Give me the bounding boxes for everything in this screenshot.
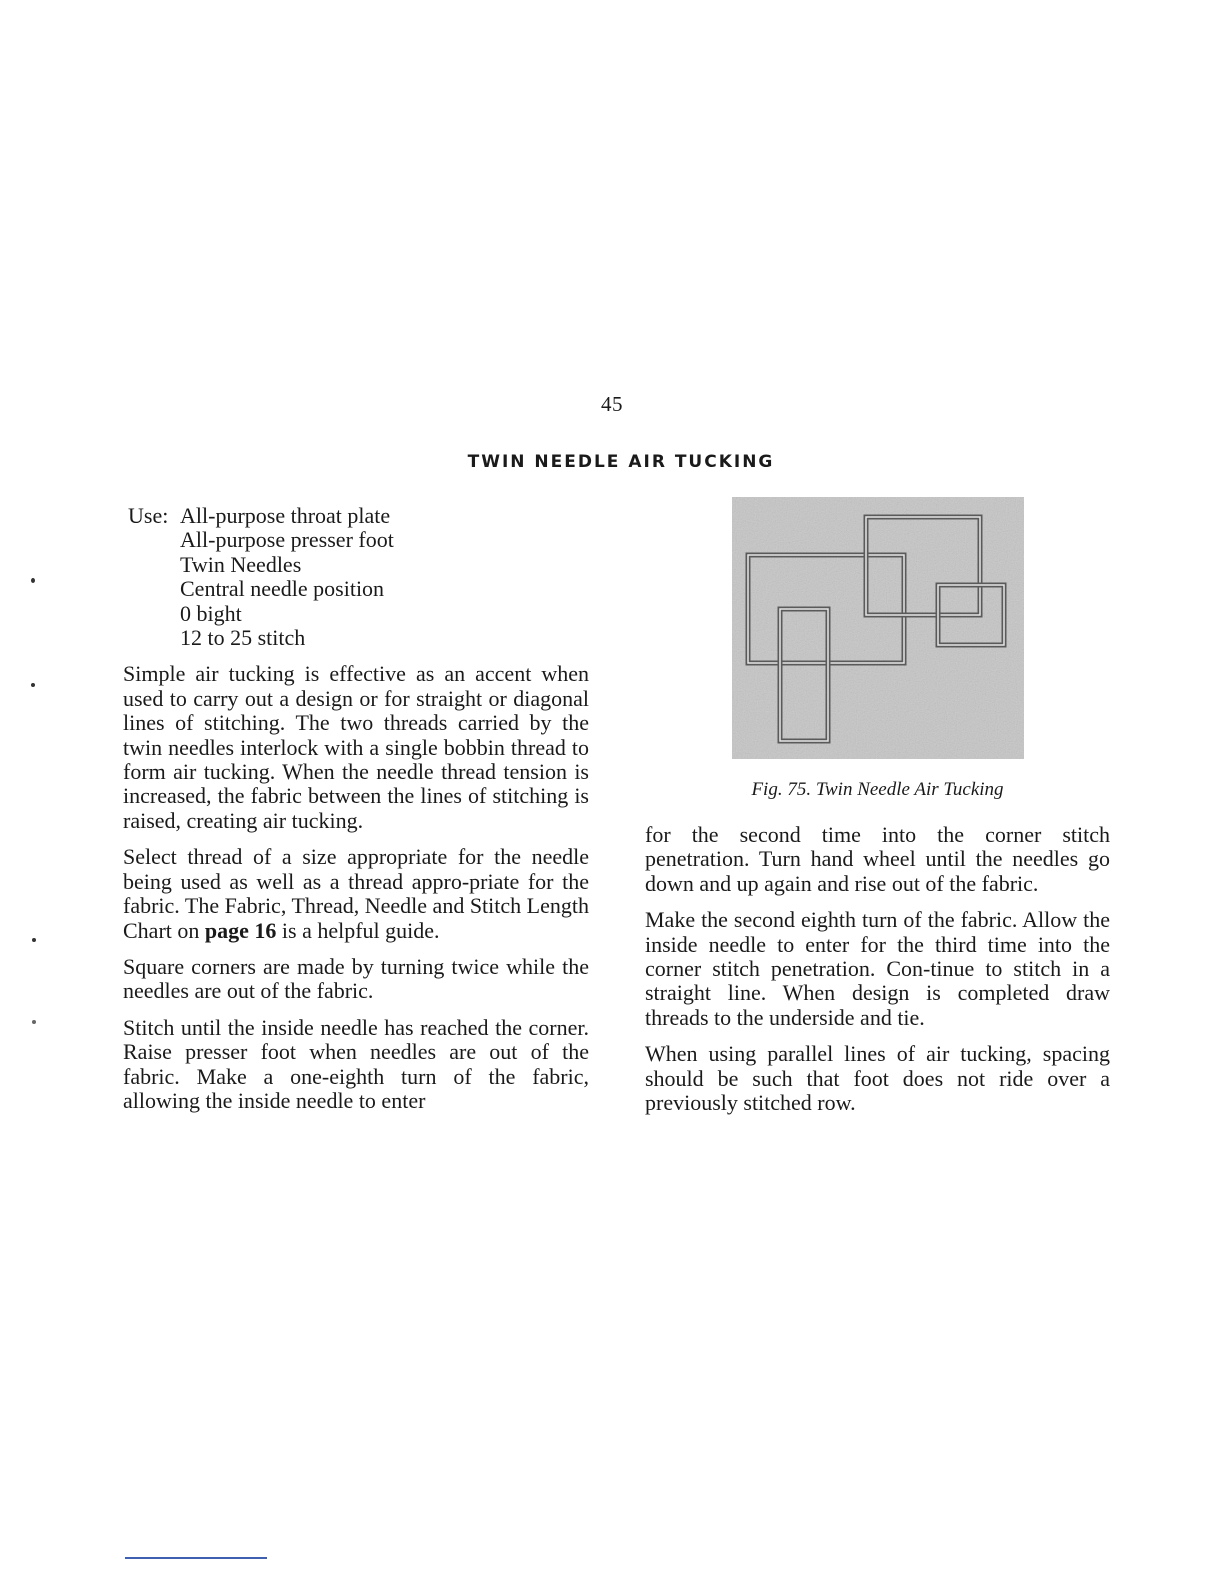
scan-speck [32,1020,36,1024]
use-list [123,504,589,650]
use-item: 12 to 25 stitch [180,625,306,651]
use-item: All-purpose presser foot [180,527,394,553]
use-item: 0 bight [180,600,242,626]
figure-caption: Fig. 75. Twin Needle Air Tucking [751,779,1004,800]
page-number: 45 [601,392,623,416]
page-title: TWIN NEEDLE AIR TUCKING [467,452,775,472]
scan-speck [32,938,36,942]
paragraph-stitch: Stitch until the inside needle has reached the corner. Raise presser foot when needles are out of the fabric. Make a one-eighth turn of the fabric, allowing the inside needle to enter [123,1014,589,1113]
footnote-rule [125,1557,267,1559]
right-column [645,823,1110,1127]
paragraph-intro: Simple air tucking is effective as an accent when used to carry out a design or for straight or diagonal lines of stitching. The two threads carried by the twin needles interlock with a single bobbin thread to form air tucking. When the needle thread tension is increased, the fabric between the lines of stitching is raised, creating air tucking. [123,661,589,833]
paragraph-thread [123,845,589,943]
use-block [123,504,589,650]
left-column [123,504,589,1125]
scan-speck [31,683,35,687]
paragraph-thread-text: Select thread of a size appropriate for the needle being used as well as a thread appro-priate for the fabric. The Fabric, Thread, Needle and Stitch Length Chart on [123,844,589,943]
use-item: All-purpose throat plate [180,503,391,528]
paragraph-parallel: When using parallel lines of air tucking, spacing should be such that foot does not ride over a previously stitched row. [645,1041,1110,1116]
use-item: Twin Needles [180,551,302,577]
paragraph-continue: for the second time into the corner stitch penetration. Turn hand wheel until the needles go down and up again and rise out of the fabric. [645,822,1110,896]
paragraph-second-turn: Make the second eighth turn of the fabric. Allow the inside needle to enter for the third time into the corner stitch penetration. Con-tinue to stitch in a straight line. When design is completed draw threads to the underside and tie. [645,907,1110,1030]
paragraph-corners: Square corners are made by turning twice while the needles are out of the fabric. [123,953,589,1004]
use-item: Central needle position [180,576,385,602]
page-reference: page 16 [204,917,277,943]
use-label: Use: [128,503,169,528]
scan-speck [31,578,35,583]
air-tucking-photo [732,497,1024,759]
paragraph-thread-end: is a helpful guide. [276,917,440,943]
